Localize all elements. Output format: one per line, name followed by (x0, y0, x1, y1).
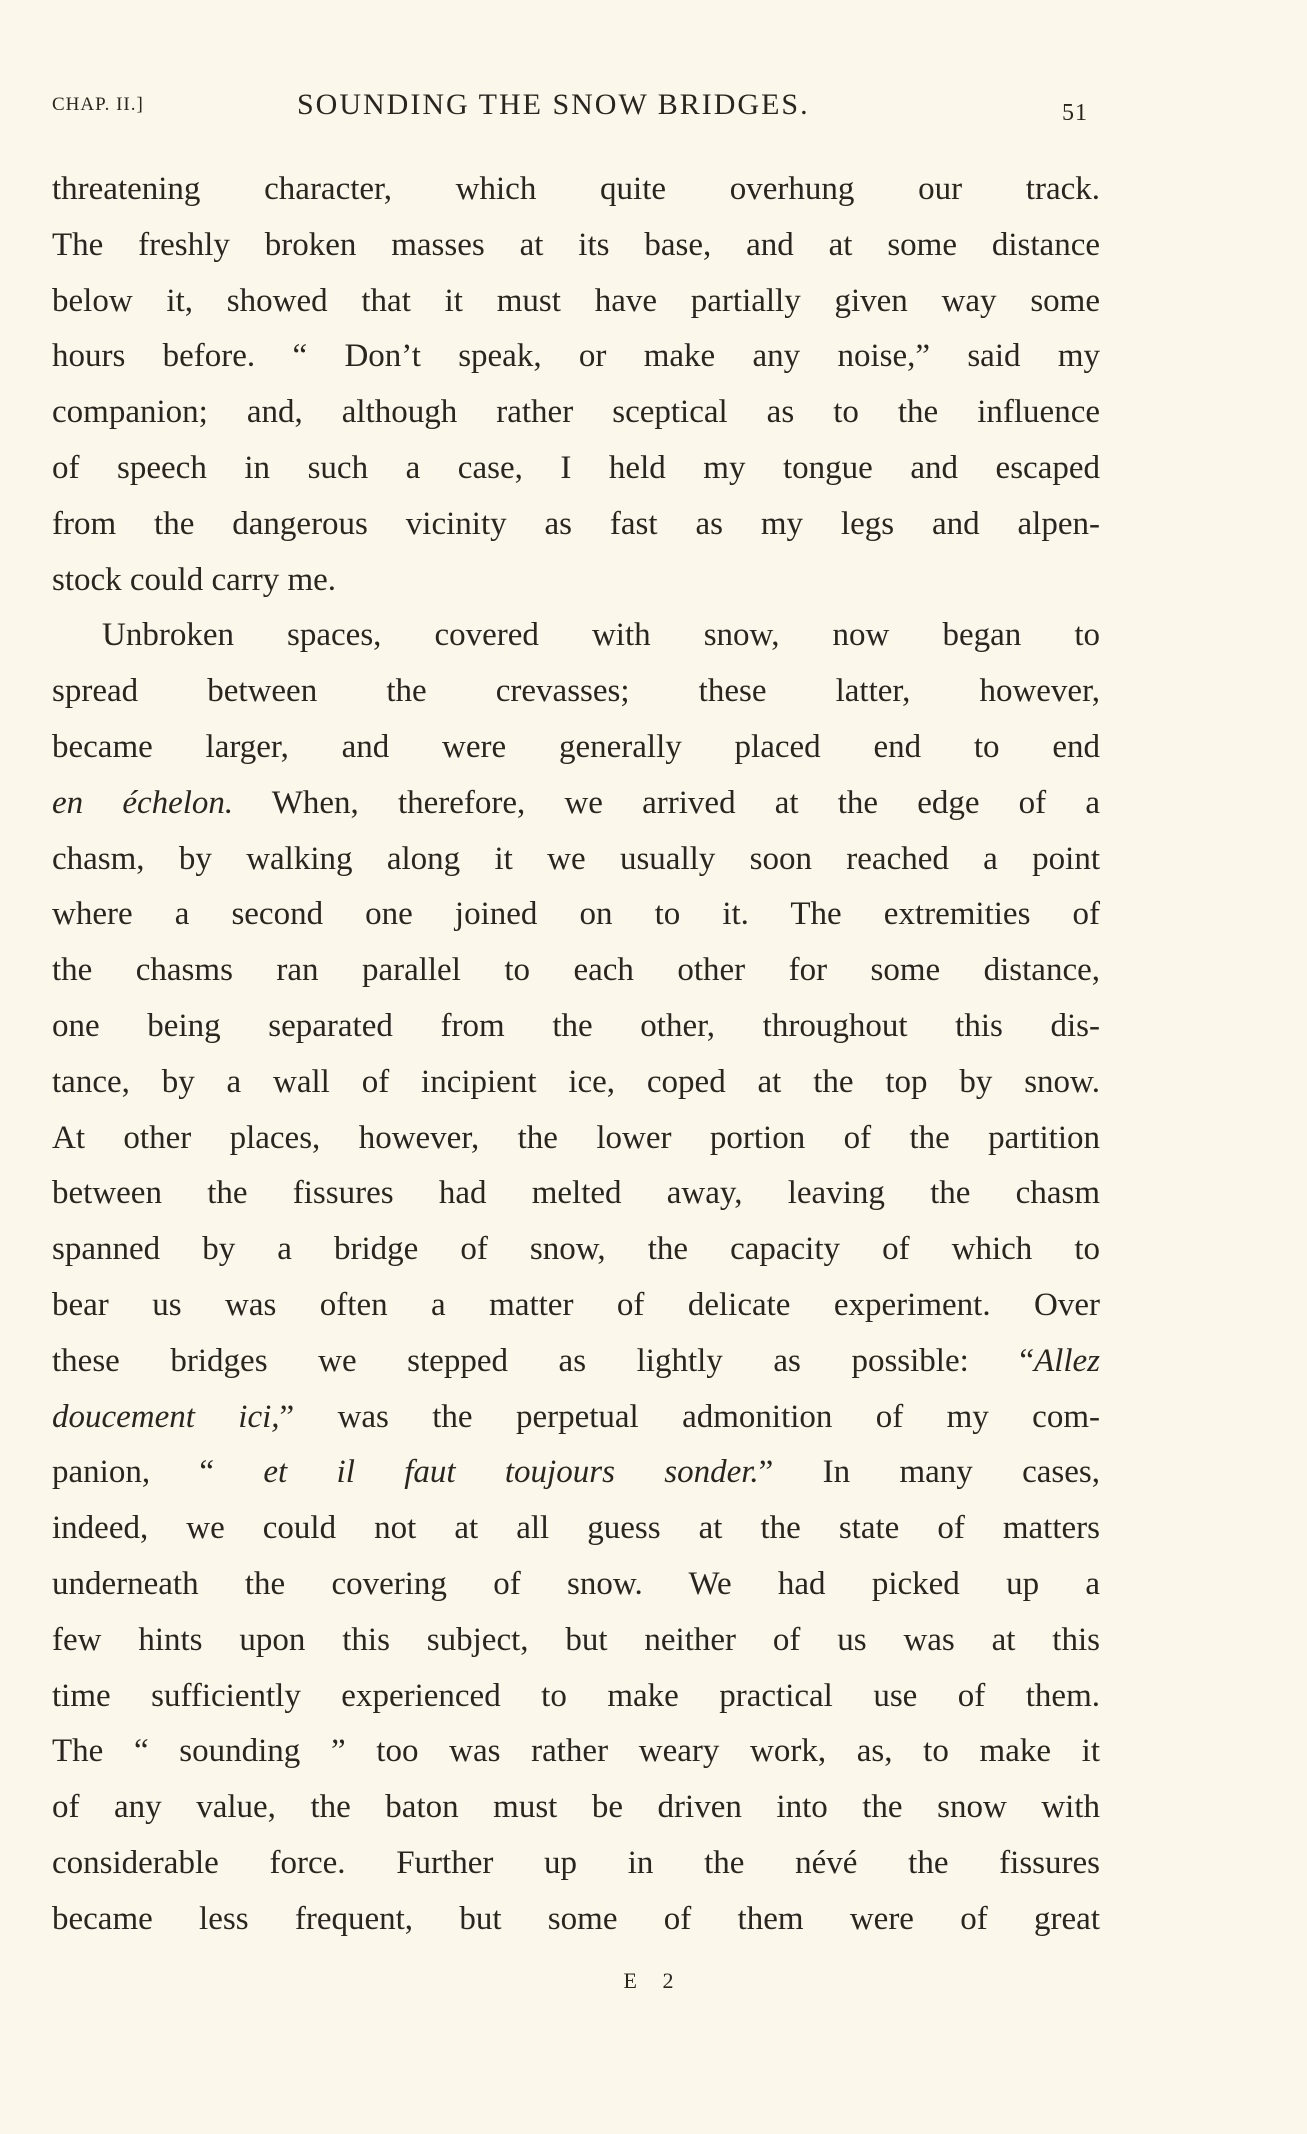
italic-phrase: et il faut toujours sonder. (263, 1454, 759, 1491)
running-head (52, 88, 1102, 128)
line-start: these bridges we stepped as lightly as possible: “ (52, 1342, 1035, 1379)
italic-phrase: doucement ici, (52, 1398, 280, 1435)
text-line: tance, by a wall of incipient ice, coped at the top by snow. (52, 1063, 1100, 1100)
text-line: of any value, the baton must be driven into the snow with (52, 1789, 1100, 1826)
text-line: chasm, by walking along it we usually soon reached a point (52, 840, 1100, 877)
text-line: underneath the covering of snow. We had picked up a (52, 1565, 1100, 1602)
text-line: The freshly broken masses at its base, and at some distance (52, 226, 1100, 263)
text-line: where a second one joined on to it. The extremities of (52, 896, 1100, 933)
text-line: became larger, and were generally placed end to end (52, 728, 1100, 765)
text-line: threatening character, which quite overhung our track. (52, 171, 1100, 207)
signature-mark: E 2 (623, 1968, 684, 1993)
text-line: companion; and, although rather sceptical as to the influence (52, 394, 1100, 431)
italic-phrase: en échelon. (52, 784, 234, 821)
line-start: panion, “ (52, 1454, 264, 1491)
text-line: hours before. “ Don’t speak, or make any noise,” said my (52, 338, 1100, 375)
text-line: of speech in such a case, I held my tongue and escaped (52, 449, 1100, 486)
text-line (52, 776, 1100, 832)
line-rest: ” was the perpetual admonition of my com- (279, 1398, 1100, 1435)
text-line: spanned by a bridge of snow, the capacity of which to (52, 1231, 1100, 1268)
text-line: indeed, we could not at all guess at the state of matters (52, 1510, 1100, 1547)
text-line: At other places, however, the lower portion of the partition (52, 1119, 1100, 1156)
line-rest: When, therefore, we arrived at the edge of a (233, 784, 1100, 821)
text-line: stock could carry me. (52, 561, 337, 598)
text-line: bear us was often a matter of delicate experiment. Over (52, 1286, 1100, 1323)
text-line: spread between the crevasses; these latter, however, (52, 673, 1100, 710)
text-line: time sufficiently experienced to make practical use of them. (52, 1677, 1100, 1714)
chapter-label: CHAP. II.] (52, 94, 144, 115)
text-line (52, 1390, 1100, 1446)
text-line: between the fissures had melted away, leaving the chasm (52, 1175, 1100, 1212)
text-line: Unbroken spaces, covered with snow, now began to (102, 617, 1100, 654)
text-line: considerable force. Further up in the névé the fissures (52, 1844, 1100, 1881)
line-rest: ” In many cases, (758, 1454, 1101, 1491)
text-line: The “ sounding ” too was rather weary work, as, to make it (52, 1733, 1100, 1770)
text-line: the chasms ran parallel to each other for some distance, (52, 952, 1100, 989)
text-line (52, 1445, 1100, 1501)
running-title: SOUNDING THE SNOW BRIDGES. (297, 88, 810, 121)
italic-phrase: Allez (1034, 1342, 1100, 1379)
text-line: below it, showed that it must have partially given way some (52, 282, 1100, 319)
text-line: from the dangerous vicinity as fast as my legs and alpen- (52, 505, 1100, 542)
text-line: became less frequent, but some of them were of great (52, 1900, 1100, 1937)
text-line: few hints upon this subject, but neither of us was at this (52, 1621, 1100, 1658)
page-number: 51 (1062, 100, 1088, 126)
text-line (52, 1334, 1100, 1390)
text-line: one being separated from the other, throughout this dis- (52, 1007, 1100, 1044)
body-text (52, 162, 1100, 1948)
